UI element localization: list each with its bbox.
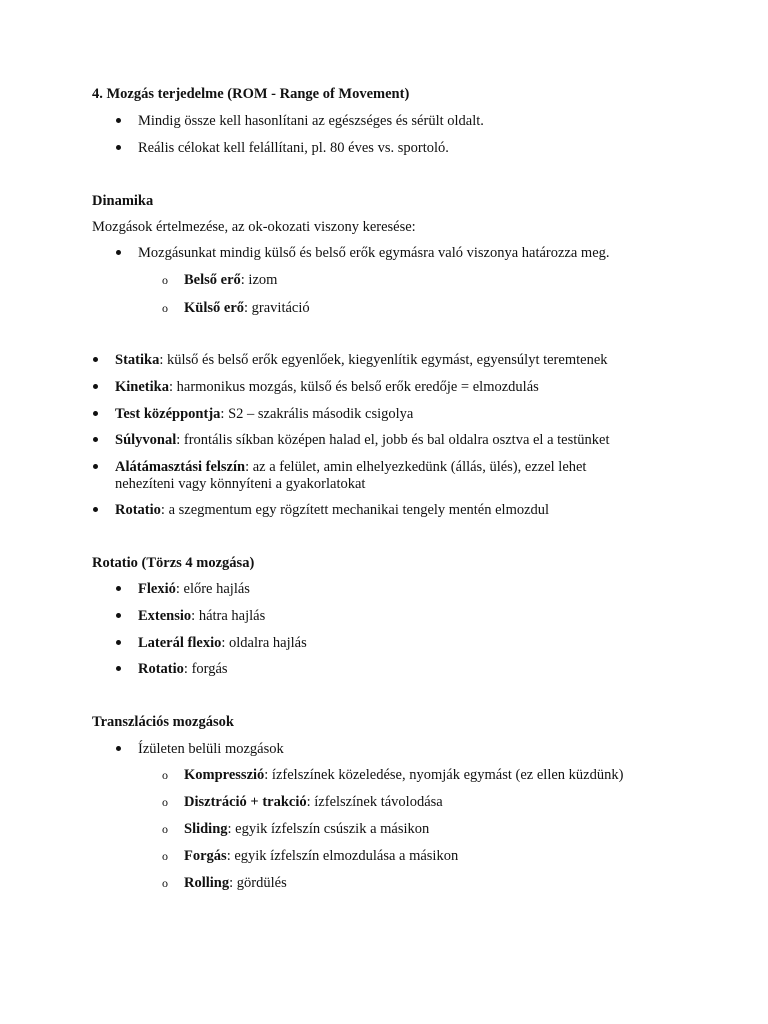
transz-subitem: Kompresszió: ízfelszínek közeledése, nyomják egymást (ez ellen küzdünk) bbox=[184, 767, 624, 783]
sub-bullet-icon: o bbox=[162, 301, 168, 315]
rotatio-item: Flexió: előre hajlás bbox=[138, 581, 250, 597]
bullet-icon bbox=[90, 379, 100, 396]
bullet-icon bbox=[113, 245, 123, 262]
term-item-continuation: nehezíteni vagy könnyíteni a gyakorlatokat bbox=[115, 476, 366, 492]
transz-item: Ízületen belüli mozgások bbox=[138, 741, 284, 757]
section-dinamika-title: Dinamika bbox=[92, 193, 154, 209]
term-item: Kinetika: harmonikus mozgás, külső és belső erők eredője = elmozdulás bbox=[115, 379, 539, 395]
term-item: Test középpontja: S2 – szakrális második csigolya bbox=[115, 406, 414, 422]
transz-subitem: Rolling: gördülés bbox=[184, 875, 287, 891]
rotatio-item: Laterál flexio: oldalra hajlás bbox=[138, 635, 307, 651]
bullet-icon bbox=[113, 635, 123, 652]
bullet-icon bbox=[113, 113, 123, 130]
sub-bullet-icon: o bbox=[162, 849, 168, 863]
rom-item-2: Reális célokat kell felállítani, pl. 80 éves vs. sportoló. bbox=[138, 140, 449, 156]
transz-subitem: Disztráció + trakció: ízfelszínek távolodása bbox=[184, 794, 443, 810]
dinamika-item: Mozgásunkat mindig külső és belső erők egymásra való viszonya határozza meg. bbox=[138, 245, 610, 261]
bullet-icon bbox=[113, 581, 123, 598]
sub-bullet-icon: o bbox=[162, 273, 168, 287]
section-rotatio-title: Rotatio (Törzs 4 mozgása) bbox=[92, 555, 255, 571]
transz-subitem: Forgás: egyik ízfelszín elmozdulása a másikon bbox=[184, 848, 459, 864]
bullet-icon bbox=[90, 502, 100, 519]
bullet-icon bbox=[90, 432, 100, 449]
bullet-icon bbox=[90, 406, 100, 423]
rom-item-1: Mindig össze kell hasonlítani az egészséges és sérült oldalt. bbox=[138, 113, 484, 129]
dinamika-subitem: Belső erő: izom bbox=[184, 272, 278, 288]
term-item: Alátámasztási felszín: az a felület, amin elhelyezkedünk (állás, ülés), ezzel lehet bbox=[115, 459, 587, 475]
transz-subitem: Sliding: egyik ízfelszín csúszik a másikon bbox=[184, 821, 430, 837]
sub-bullet-icon: o bbox=[162, 876, 168, 890]
term-item: Rotatio: a szegmentum egy rögzített mechanikai tengely mentén elmozdul bbox=[115, 502, 550, 518]
bullet-icon bbox=[90, 459, 100, 476]
section-transz-title: Transzlációs mozgások bbox=[92, 714, 234, 730]
dinamika-intro: Mozgások értelmezése, az ok-okozati viszony keresése: bbox=[92, 219, 416, 235]
term-item: Statika: külső és belső erők egyenlőek, kiegyenlítik egymást, egyensúlyt teremtenek bbox=[115, 352, 608, 368]
sub-bullet-icon: o bbox=[162, 822, 168, 836]
rotatio-item: Rotatio: forgás bbox=[138, 661, 228, 677]
bullet-icon bbox=[90, 352, 100, 369]
section-rom-title: 4. Mozgás terjedelme (ROM - Range of Movement) bbox=[92, 86, 410, 102]
bullet-icon bbox=[113, 661, 123, 678]
bullet-icon bbox=[113, 741, 123, 758]
bullet-icon bbox=[113, 608, 123, 625]
bullet-icon bbox=[113, 140, 123, 157]
dinamika-subitem: Külső erő: gravitáció bbox=[184, 300, 310, 316]
sub-bullet-icon: o bbox=[162, 795, 168, 809]
sub-bullet-icon: o bbox=[162, 768, 168, 782]
term-item: Súlyvonal: frontális síkban középen halad el, jobb és bal oldalra osztva el a testünket bbox=[115, 432, 610, 448]
rotatio-item: Extensio: hátra hajlás bbox=[138, 608, 266, 624]
